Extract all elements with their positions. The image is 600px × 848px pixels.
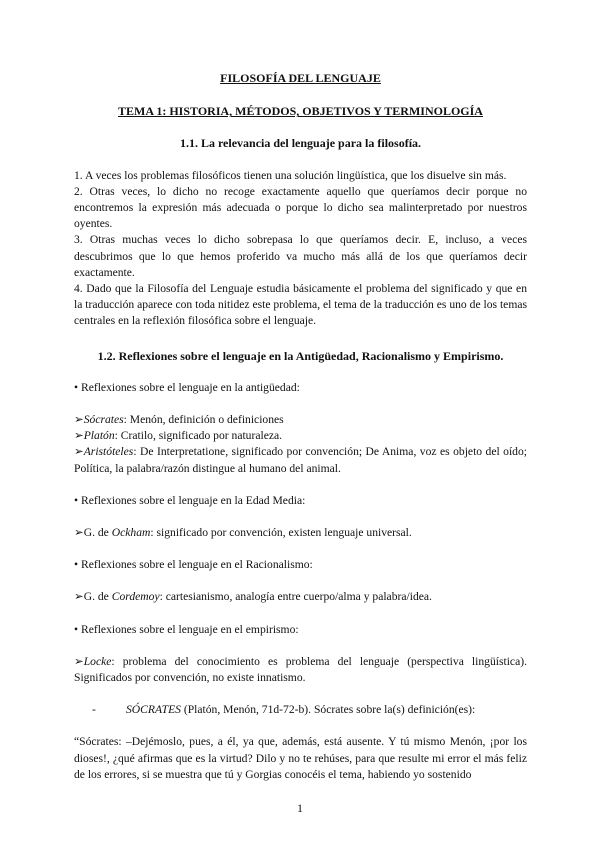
- item-text: : significado por convención, existen lenguaje universal.: [150, 526, 412, 540]
- tema-heading: TEMA 1: HISTORIA, MÉTODOS, OBJETIVOS Y TERMINOLOGÍA: [118, 104, 483, 119]
- arrow-icon: ➢: [74, 526, 84, 540]
- author-name: Platón: [83, 429, 115, 443]
- section-1-heading: 1.1. La relevancia del lenguaje para la filosofía.: [179, 136, 422, 151]
- section-2-heading: 1.2. Reflexiones sobre el lenguaje en la Antigüedad, Racionalismo y Empirismo.: [97, 348, 504, 363]
- arrow-icon: ➢: [74, 654, 84, 668]
- socrates-line: [74, 702, 527, 718]
- socrates-text: (Platón, Menón, 71d-72-b). Sócrates sobre la(s) definición(es):: [180, 703, 476, 717]
- point-1: 1. A veces los problemas filosóficos tienen una solución lingüística, que los disuelve sin más.: [74, 168, 507, 182]
- point-3: 3. Otras muchas veces lo dicho sobrepasa lo que queríamos decir. E, incluso, a veces descubrimos que lo que hemos proferido va mucho más allá de los que queríamos decir exactamente.: [74, 233, 527, 279]
- name-prefix: G. de: [83, 526, 112, 540]
- section-1-points: [74, 168, 527, 330]
- arrow-icon: ➢: [74, 413, 84, 427]
- item-text: : Cratilo, significado por naturaleza.: [114, 429, 283, 443]
- list-item-ockham: [74, 525, 527, 541]
- author-name: Cordemoy: [111, 590, 160, 604]
- list-item-platon: [74, 428, 527, 444]
- document-content: [74, 70, 527, 783]
- arrow-icon: ➢: [74, 445, 84, 459]
- arrow-icon: ➢: [74, 429, 84, 443]
- author-name: Locke: [83, 654, 112, 668]
- bullet-edad-media: • Reflexiones sobre el lenguaje en la Edad Media:: [74, 493, 306, 507]
- item-text: : problema del conocimiento es problema del lenguaje (perspectiva lingüística). Significados por convención, no existe innatismo.: [74, 654, 527, 685]
- author-name: Aristóteles: [83, 445, 134, 459]
- antiguedad-list: [74, 412, 527, 477]
- list-item-locke: [74, 654, 527, 686]
- item-text: : cartesianismo, analogía entre cuerpo/alma y palabra/idea.: [159, 590, 432, 604]
- item-text: : Menón, definición o definiciones: [123, 413, 284, 427]
- dash-marker: -: [92, 703, 96, 717]
- name-prefix: G. de: [83, 590, 112, 604]
- list-item-aristoteles: [74, 444, 527, 476]
- bullet-empirismo: • Reflexiones sobre el lenguaje en el empirismo:: [74, 622, 299, 636]
- quote-paragraph: “Sócrates: –Dejémoslo, pues, a él, ya que, además, está ausente. Y tú mismo Menón, ¡por los dioses!, ¿qué afirmas que es la virtud? Dilo y no te rehúses, para que resulte mi error el más feliz de los errores, si se muestra que tú y Gorgias conocéis el tema, habiendo yo sostenido: [74, 735, 527, 781]
- arrow-icon: ➢: [74, 590, 84, 604]
- document-title: FILOSOFÍA DEL LENGUAJE: [220, 71, 381, 85]
- point-4: 4. Dado que la Filosofía del Lenguaje estudia básicamente el problema del significado y que en la traducción aparece con toda nitidez este problema, el tema de la traducción es uno de los temas centrales en la reflexión filosófica sobre el lenguaje.: [74, 282, 527, 328]
- list-item-cordemoy: [74, 589, 527, 605]
- socrates-name: SÓCRATES: [126, 703, 181, 717]
- bullet-antiguedad: • Reflexiones sobre el lenguaje en la antigüedad:: [74, 380, 300, 394]
- list-item-socrates: [74, 412, 527, 428]
- point-2: 2. Otras veces, lo dicho no recoge exactamente aquello que queríamos decir porque no encontremos la expresión más adecuada o porque lo dicho sea malinterpretado por nuestros oyentes.: [74, 184, 527, 231]
- author-name: Ockham: [111, 526, 151, 540]
- page-number: 1: [297, 801, 303, 815]
- item-text: : De Interpretatione, significado por convención; De Anima, voz es objeto del oído; Política, la palabra/razón distingue al humano del animal.: [74, 445, 527, 475]
- bullet-racionalismo: • Reflexiones sobre el lenguaje en el Racionalismo:: [74, 558, 313, 572]
- author-name: Sócrates: [83, 413, 124, 427]
